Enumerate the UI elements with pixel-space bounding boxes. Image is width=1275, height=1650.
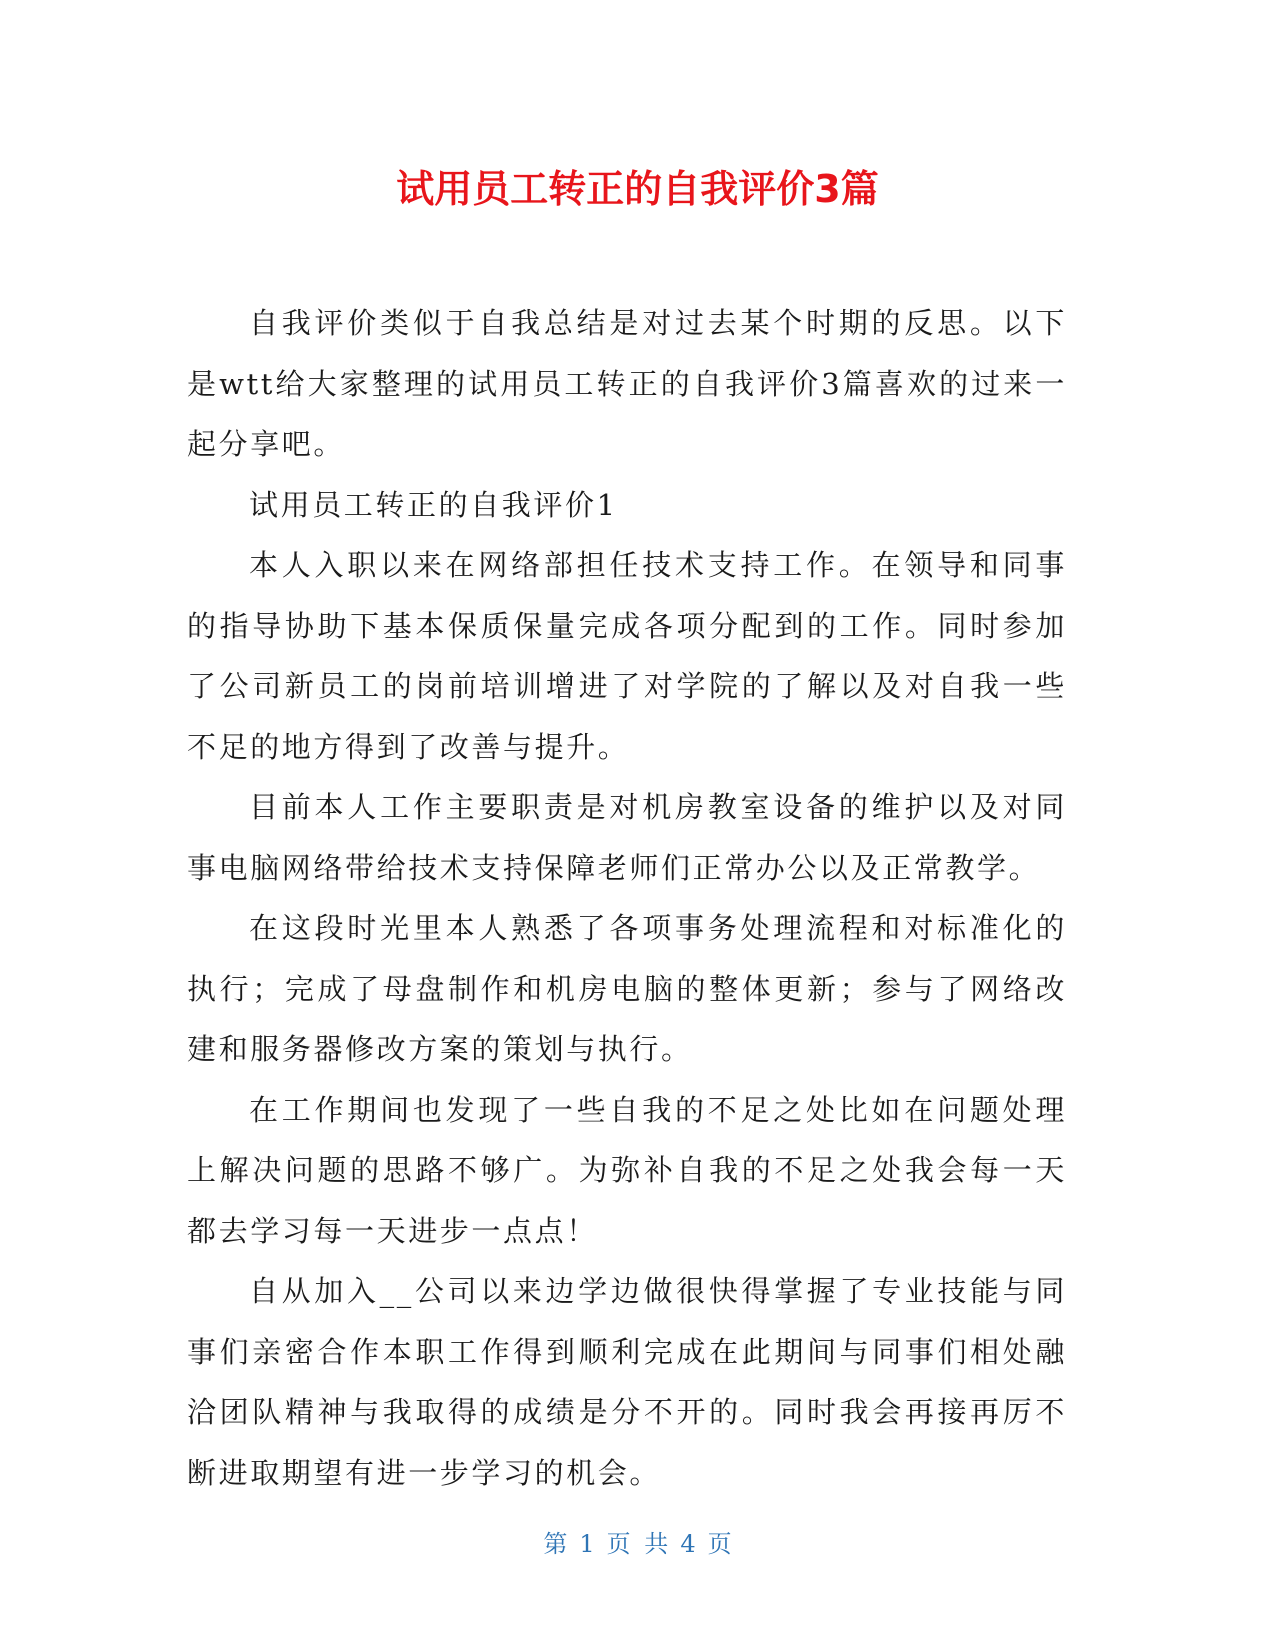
footer-total-pages: 4	[680, 1530, 696, 1558]
footer-prefix: 第	[543, 1530, 568, 1558]
footer-suffix: 页	[707, 1530, 732, 1558]
intro-paragraph: 自我评价类似于自我总结是对过去某个时期的反思。以下是wtt给大家整理的试用员工转正的自我评价3篇喜欢的过来一起分享吧。	[187, 306, 1067, 461]
document-title: 试用员工转正的自我评价3篇	[396, 167, 879, 211]
body-paragraph: 本人入职以来在网络部担任技术支持工作。在领导和同事的指导协助下基本保质保量完成各项分配到的工作。同时参加了公司新员工的岗前培训增进了对学院的了解以及对自我一些不足的地方得到了改善与提升。	[187, 548, 1067, 764]
footer-page-number: 1	[579, 1530, 595, 1558]
body-paragraph: 目前本人工作主要职责是对机房教室设备的维护以及对同事电脑网络带给技术支持保障老师们正常办公以及正常教学。	[187, 790, 1067, 885]
body-paragraph: 在这段时光里本人熟悉了各项事务处理流程和对标准化的执行；完成了母盘制作和机房电脑的整体更新；参与了网络改建和服务器修改方案的策划与执行。	[187, 911, 1067, 1066]
body-paragraph: 自从加入__公司以来边学边做很快得掌握了专业技能与同事们亲密合作本职工作得到顺利完成在此期间与同事们相处融洽团队精神与我取得的成绩是分不开的。同时我会再接再厉不断进取期望有进一步学习的机会。	[187, 1274, 1067, 1490]
document-body	[187, 293, 1067, 1503]
page-footer	[0, 1524, 1275, 1559]
body-paragraph: 在工作期间也发现了一些自我的不足之处比如在问题处理上解决问题的思路不够广。为弥补自我的不足之处我会每一天都去学习每一天进步一点点！	[187, 1092, 1067, 1248]
footer-middle: 页 共	[606, 1530, 669, 1558]
section-heading-1: 试用员工转正的自我评价1	[249, 487, 618, 522]
